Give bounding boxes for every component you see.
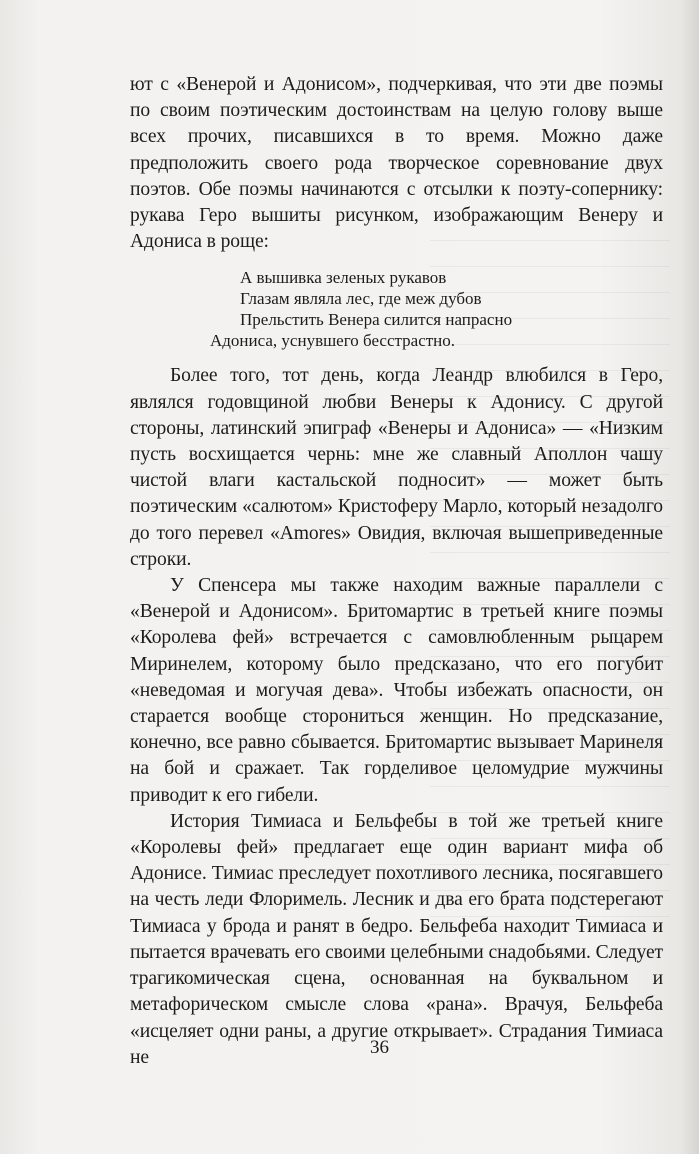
paragraph: У Спенсера мы также находим важные параллели с «Венерой и Адонисом». Бритомартис в третьей книге поэмы «Королева фей» встречается с самовлюбленным рыцарем Миринелем, которому было предсказано, что его погубит «неведомая и могучая дева». Чтобы избежать опасности, он старается вообще сторониться женщин. Но предсказание, конечно, все равно сбывается. Бритомартис вызывает Маринеля на бой и сражает. Так горделивое целомудрие мужчины приводит к его гибели. [130, 575, 663, 806]
poem-line: Прельстить Венера силится напрасно [240, 310, 513, 330]
paragraph: История Тимиаса и Бельфебы в той же третьей книге «Королевы фей» предлагает еще один вариант мифа об Адонисе. Тимиас преследует похотливого лесника, посягавшего на честь леди Флоримель. Лесник и два его брата подстерегают Тимиаса у брода и ранят в бедро. Бельфеба находит Тимиаса и пытается врачевать его своими целебными снадобьями. Следует трагикомическая сцена, основанная на буквальном и метафорическом смысле слова «рана». Врачуя, Бельфеба «исцеляет одни раны, а другие открывает». Страдания Тимиаса не [130, 810, 663, 1068]
paragraph: Более того, тот день, когда Леандр влюбился в Геро, являлся годовщиной любви Венеры к Адонису. С другой стороны, латинский эпиграф «Венеры и Адониса» — «Низким пусть восхищается чернь: мне же славный Аполлон чашу чистой влаги кастальской подносит» — может быть поэтическим «салютом» Кристоферу Марло, который незадолго до того перевел «Amores» Овидия, включая вышеприведенные строки. [130, 365, 663, 570]
paragraph-continuation: ют с «Венерой и Адонисом», подчеркивая, что эти две поэмы по своим поэтическим достоинствам на целую голову выше всех прочих, писавшихся в то время. Можно даже предположить своего рода творческое соревнование двух поэтов. Обе поэмы начинаются с отсылки к поэту-сопернику: рукава Геро вышиты рисунком, изображающим Венеру и Адониса в роще: [130, 74, 663, 253]
poem-line: Адониса, уснувшего бесстрастно. [210, 331, 456, 351]
poem-line: А вышивка зеленых рукавов [240, 268, 447, 288]
poem-line: Глазам являла лес, где меж дубов [240, 289, 482, 309]
poem-quote [130, 267, 663, 351]
page-number: 36 [370, 1037, 389, 1058]
body-text [130, 72, 663, 1071]
page-edge-shadow [681, 0, 699, 1154]
